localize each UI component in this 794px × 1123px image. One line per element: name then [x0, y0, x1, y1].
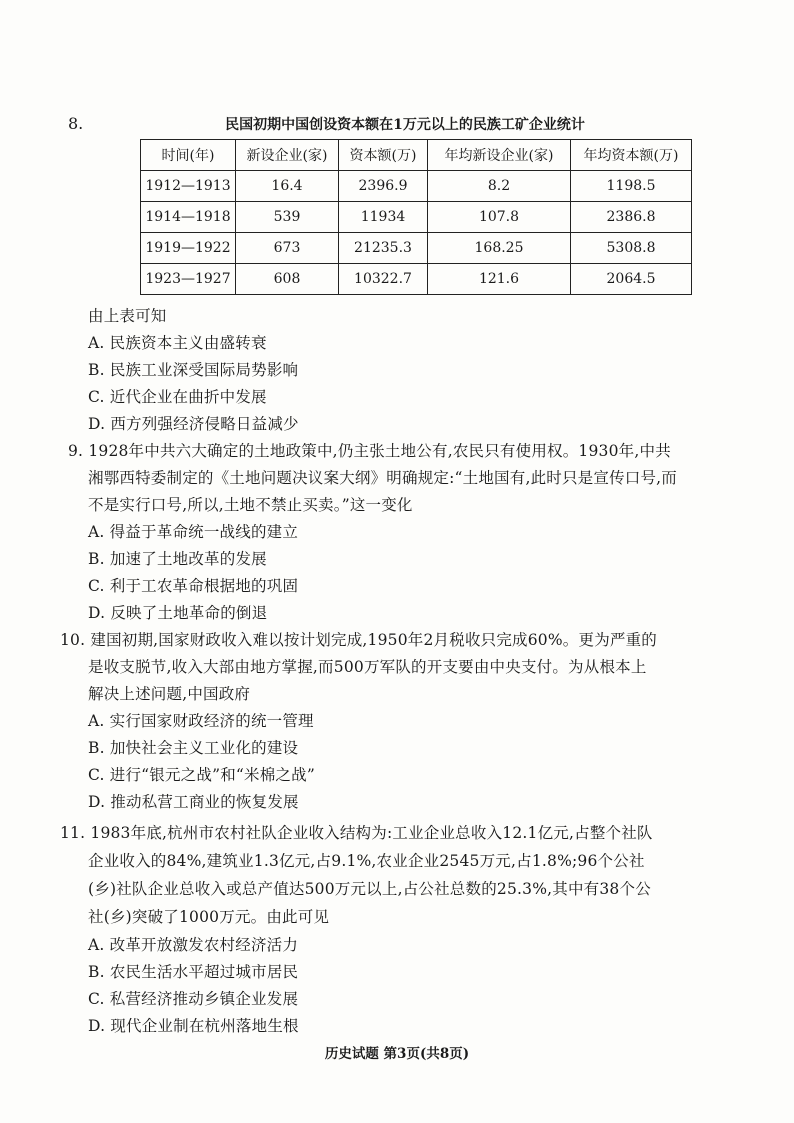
table-cell: 1919—1922 — [141, 233, 236, 264]
q8-option-a[interactable]: A. 民族资本主义由盛转衰 — [88, 334, 267, 352]
table-cell: 2064.5 — [571, 264, 692, 295]
question-9-line: 不是实行口号,所以,土地不禁止买卖。”这一变化 — [88, 496, 413, 514]
question-10-line: 10. 建国初期,国家财政收入难以按计划完成,1950年2月税收只完成60%。更为严重的 — [60, 631, 657, 649]
header-cell: 年均新设企业(家) — [428, 140, 571, 171]
q8-option-d[interactable]: D. 西方列强经济侵略日益减少 — [88, 415, 299, 433]
table-cell: 1923—1927 — [141, 264, 236, 295]
question-11-line: 企业收入的84%,建筑业1.3亿元,占9.1%,农业企业2545万元,占1.8%;96个公社 — [88, 852, 645, 870]
table-cell: 168.25 — [428, 233, 571, 264]
q9-option-a[interactable]: A. 得益于革命统一战线的建立 — [88, 523, 299, 541]
question-9-line: 湘鄂西特委制定的《土地问题决议案大纲》明确规定:“土地国有,此时只是宣传口号,而 — [88, 469, 678, 487]
header-cell: 时间(年) — [141, 140, 236, 171]
header-cell: 资本额(万) — [339, 140, 428, 171]
table-header-row — [141, 140, 692, 171]
table-title: 民国初期中国创设资本额在1万元以上的民族工矿企业统计 — [225, 117, 585, 133]
q8-option-b[interactable]: B. 民族工业深受国际局势影响 — [88, 361, 299, 379]
table-row — [141, 171, 692, 202]
q10-option-c[interactable]: C. 进行“银元之战”和“米棉之战” — [88, 766, 315, 784]
enterprise-stats-table — [140, 139, 692, 295]
table-cell: 539 — [236, 202, 339, 233]
q11-option-d[interactable]: D. 现代企业制在杭州落地生根 — [88, 1017, 299, 1035]
q10-option-b[interactable]: B. 加快社会主义工业化的建设 — [88, 739, 299, 757]
table-cell: 1198.5 — [571, 171, 692, 202]
table-row — [141, 233, 692, 264]
question-10-line: 解决上述问题,中国政府 — [88, 685, 251, 703]
q11-option-c[interactable]: C. 私营经济推动乡镇企业发展 — [88, 990, 299, 1008]
page-footer: 历史试题 第3页(共8页) — [324, 1046, 470, 1062]
q9-option-b[interactable]: B. 加速了土地改革的发展 — [88, 550, 267, 568]
table-row — [141, 264, 692, 295]
question-11-line: (乡)社队企业总收入或总产值达500万元以上,占公社总数的25.3%,其中有38个公 — [88, 880, 651, 898]
table-row — [141, 202, 692, 233]
question-8-number: 8. — [68, 114, 84, 133]
table-cell: 121.6 — [428, 264, 571, 295]
table-cell: 8.2 — [428, 171, 571, 202]
table-cell: 11934 — [339, 202, 428, 233]
table-cell: 10322.7 — [339, 264, 428, 295]
table-cell: 107.8 — [428, 202, 571, 233]
q11-option-a[interactable]: A. 改革开放激发农村经济活力 — [88, 936, 299, 954]
header-cell: 年均资本额(万) — [571, 140, 692, 171]
table-cell: 5308.8 — [571, 233, 692, 264]
question-11-line: 社(乡)突破了1000万元。由此可见 — [88, 908, 330, 926]
table-cell: 2386.8 — [571, 202, 692, 233]
question-10-line: 是收支脱节,收入大部由地方掌握,而500万军队的开支要由中央支付。为从根本上 — [88, 658, 647, 676]
table-cell: 673 — [236, 233, 339, 264]
q11-option-b[interactable]: B. 农民生活水平超过城市居民 — [88, 963, 299, 981]
question-9-line: 9. 1928年中共六大确定的土地政策中,仍主张土地公有,农民只有使用权。1930年,中共 — [68, 442, 671, 460]
table-cell: 21235.3 — [339, 233, 428, 264]
question-8-stem: 由上表可知 — [88, 307, 167, 325]
q9-option-c[interactable]: C. 利于工农革命根据地的巩固 — [88, 577, 299, 595]
table-cell: 2396.9 — [339, 171, 428, 202]
q9-option-d[interactable]: D. 反映了土地革命的倒退 — [88, 604, 268, 622]
q10-option-a[interactable]: A. 实行国家财政经济的统一管理 — [88, 712, 314, 730]
table-cell: 16.4 — [236, 171, 339, 202]
question-11-line: 11. 1983年底,杭州市农村社队企业收入结构为:工业企业总收入12.1亿元,占整个社队 — [60, 824, 653, 842]
q8-option-c[interactable]: C. 近代企业在曲折中发展 — [88, 388, 267, 406]
table-cell: 608 — [236, 264, 339, 295]
header-cell: 新设企业(家) — [236, 140, 339, 171]
table-cell: 1914—1918 — [141, 202, 236, 233]
q10-option-d[interactable]: D. 推动私营工商业的恢复发展 — [88, 793, 299, 811]
table-cell: 1912—1913 — [141, 171, 236, 202]
